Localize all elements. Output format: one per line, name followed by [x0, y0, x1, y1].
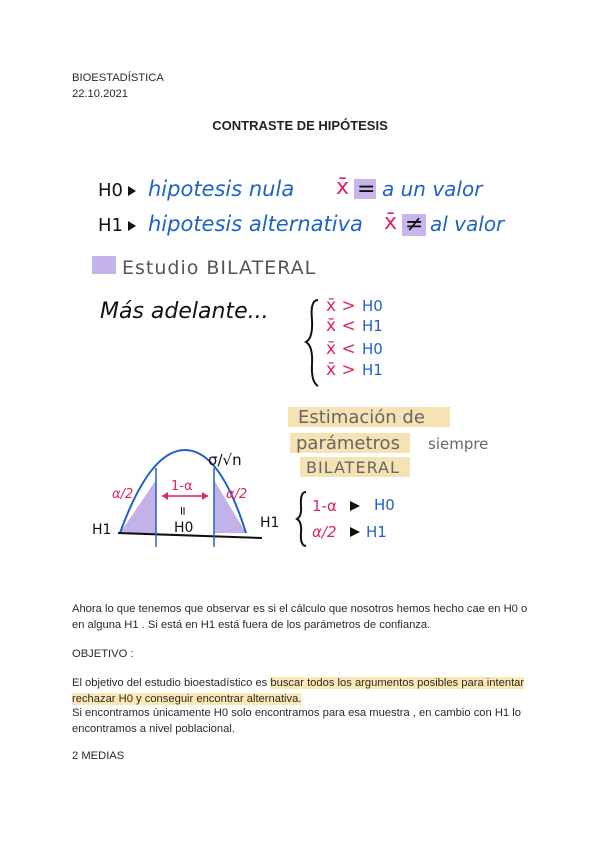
brace	[306, 300, 318, 386]
paragraph-objective	[72, 676, 534, 707]
objective-heading: OBJETIVO :	[72, 648, 134, 660]
case-h-1: H1	[362, 317, 383, 335]
curve-h1-right: H1	[260, 515, 280, 531]
estimation-line3: BILATERAL	[306, 458, 400, 477]
estimation-line2: parámetros	[296, 433, 400, 454]
curve-h1-left: H1	[92, 522, 112, 538]
arrow-icon	[128, 186, 136, 196]
alpha-left: α/2	[112, 487, 134, 502]
paragraph-result: Ahora lo que tenemos que observar es si el cálculo que nosotros hemos hecho cae en H0 o en alguna H1 . Si está en H1 está fuera de los parámetros de confianza.	[72, 603, 528, 631]
objective-highlight: buscar todos los argumentos posibles para intentar rechazar H0 y conseguir encontrar alternativa.	[72, 677, 525, 705]
case-op-1: x̄ <	[326, 316, 356, 336]
study-label: Estudio BILATERAL	[122, 257, 317, 279]
arrow-icon	[350, 501, 360, 511]
prob2-h: H1	[366, 523, 387, 541]
subject-header: BIOESTADÍSTICA	[72, 72, 164, 84]
h0-symbol: H0	[98, 180, 123, 201]
case-op-3: x̄ >	[326, 360, 356, 380]
h1-label: hipotesis alternativa	[148, 212, 363, 236]
arrow-icon	[202, 492, 208, 500]
brace	[297, 492, 306, 546]
case-op-2: x̄ <	[326, 339, 356, 359]
prob1: 1-α	[312, 497, 337, 515]
handwritten-notes	[0, 150, 600, 550]
one-minus-alpha: 1-α	[171, 479, 193, 494]
equals-mark: =	[176, 506, 190, 517]
case-h-2: H0	[362, 340, 383, 358]
objective-text: El objetivo del estudio bioestadístico es	[72, 677, 271, 689]
cases-list	[326, 296, 383, 380]
sigma-label: σ/√n	[208, 451, 242, 469]
case-op-0: x̄ >	[326, 296, 356, 316]
h0-equals: =	[357, 177, 376, 202]
estimation-line1: Estimación de	[298, 407, 425, 428]
h1-symbol: H1	[98, 215, 123, 236]
highlight-mark	[92, 256, 116, 274]
h1-value: al valor	[430, 212, 505, 236]
case-h-0: H0	[362, 297, 383, 315]
h0-label: hipotesis nula	[148, 177, 295, 201]
date-header: 22.10.2021	[72, 88, 128, 100]
h0-value: a un valor	[382, 177, 483, 201]
prob2: α/2	[312, 523, 337, 541]
arrow-icon	[128, 221, 136, 231]
h0-xbar: x̄	[336, 175, 350, 200]
estimation-line2b: siempre	[428, 435, 489, 453]
medias-heading: 2 MEDIAS	[72, 750, 125, 762]
curve-h0: H0	[174, 520, 194, 536]
page-title: CONTRASTE DE HIPÓTESIS	[212, 118, 388, 133]
h1-xbar: x̄	[384, 210, 398, 235]
later-label: Más adelante...	[100, 299, 269, 324]
prob1-h: H0	[374, 496, 395, 514]
h1-notequal: ≠	[405, 212, 424, 237]
arrow-icon	[350, 527, 360, 537]
paragraph-h1: Si encontramos únicamente H0 solo encontramos para esa muestra , en cambio con H1 lo encontramos a nivel poblacional.	[72, 707, 521, 735]
alpha-right: α/2	[226, 487, 248, 502]
case-h-3: H1	[362, 361, 383, 379]
arrow-icon	[162, 492, 168, 500]
bell-curve	[92, 450, 279, 547]
